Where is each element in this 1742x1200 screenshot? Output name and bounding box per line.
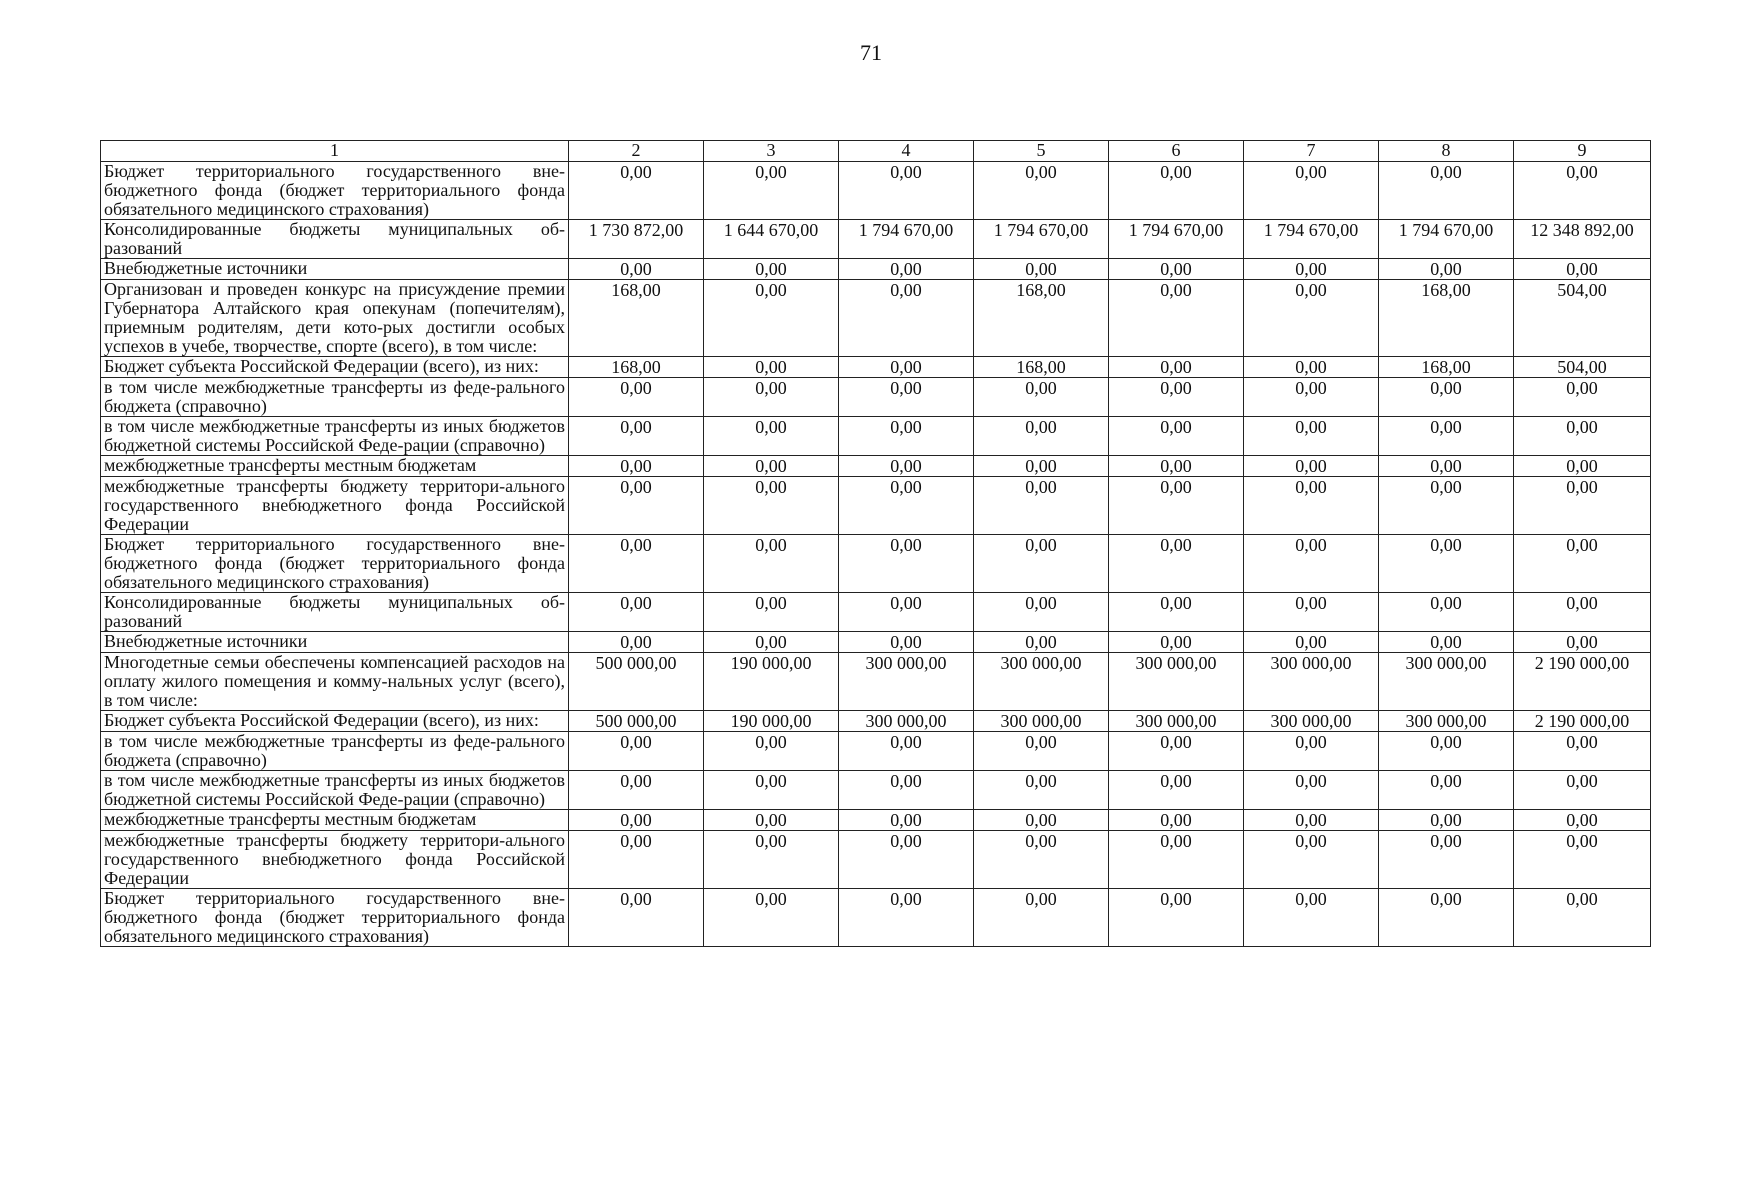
value-cell: 0,00 (1109, 259, 1244, 280)
value-cell: 0,00 (569, 810, 704, 831)
value-cell: 0,00 (1379, 535, 1514, 593)
column-header: 2 (569, 141, 704, 162)
value-cell: 1 644 670,00 (704, 220, 839, 259)
value-cell: 0,00 (704, 810, 839, 831)
value-cell: 0,00 (1514, 259, 1651, 280)
value-cell: 1 794 670,00 (839, 220, 974, 259)
column-header: 5 (974, 141, 1109, 162)
value-cell: 0,00 (704, 477, 839, 535)
table-row (101, 535, 1651, 593)
value-cell: 0,00 (974, 417, 1109, 456)
value-cell: 0,00 (1109, 632, 1244, 653)
value-cell: 300 000,00 (1109, 653, 1244, 711)
table-body (101, 162, 1651, 947)
value-cell: 168,00 (569, 280, 704, 357)
value-cell: 0,00 (839, 593, 974, 632)
value-cell: 504,00 (1514, 280, 1651, 357)
value-cell: 0,00 (974, 535, 1109, 593)
value-cell: 0,00 (839, 162, 974, 220)
value-cell: 0,00 (974, 162, 1109, 220)
value-cell: 0,00 (839, 771, 974, 810)
value-cell: 0,00 (1109, 456, 1244, 477)
value-cell: 0,00 (1514, 477, 1651, 535)
value-cell: 0,00 (839, 810, 974, 831)
value-cell: 0,00 (704, 357, 839, 378)
value-cell: 0,00 (1109, 280, 1244, 357)
value-cell: 0,00 (704, 280, 839, 357)
value-cell: 0,00 (839, 280, 974, 357)
value-cell: 0,00 (1514, 889, 1651, 947)
value-cell: 0,00 (1109, 889, 1244, 947)
value-cell: 0,00 (1379, 732, 1514, 771)
column-header: 7 (1244, 141, 1379, 162)
value-cell: 0,00 (1514, 632, 1651, 653)
value-cell: 300 000,00 (839, 653, 974, 711)
page-number: 71 (860, 40, 882, 65)
value-cell: 0,00 (1514, 162, 1651, 220)
value-cell: 0,00 (569, 456, 704, 477)
value-cell: 0,00 (569, 535, 704, 593)
value-cell: 0,00 (839, 378, 974, 417)
value-cell: 0,00 (1109, 477, 1244, 535)
value-cell: 0,00 (1379, 378, 1514, 417)
value-cell: 0,00 (1244, 889, 1379, 947)
value-cell: 0,00 (839, 259, 974, 280)
value-cell: 300 000,00 (974, 711, 1109, 732)
value-cell: 504,00 (1514, 357, 1651, 378)
value-cell: 0,00 (1109, 831, 1244, 889)
value-cell: 0,00 (1244, 378, 1379, 417)
value-cell: 0,00 (1244, 417, 1379, 456)
value-cell: 0,00 (704, 831, 839, 889)
value-cell: 0,00 (704, 535, 839, 593)
value-cell: 0,00 (569, 831, 704, 889)
row-label: Организован и проведен конкурс на присуждение премии Губернатора Алтайского края опекунам (попечителям), приемным родителям, дети кото-рых достигли особых успехов в учебе, творчестве, спорте (всего), в том числе: (101, 280, 569, 357)
value-cell: 0,00 (1379, 771, 1514, 810)
table-row (101, 653, 1651, 711)
value-cell: 0,00 (704, 593, 839, 632)
value-cell: 0,00 (704, 456, 839, 477)
row-label: Внебюджетные источники (101, 632, 569, 653)
value-cell: 300 000,00 (1379, 711, 1514, 732)
value-cell: 300 000,00 (839, 711, 974, 732)
table-row (101, 632, 1651, 653)
value-cell: 0,00 (569, 889, 704, 947)
value-cell: 0,00 (1109, 535, 1244, 593)
value-cell: 190 000,00 (704, 653, 839, 711)
value-cell: 0,00 (974, 593, 1109, 632)
budget-table (100, 140, 1651, 947)
value-cell: 0,00 (974, 771, 1109, 810)
value-cell: 0,00 (1244, 162, 1379, 220)
value-cell: 0,00 (1244, 280, 1379, 357)
row-label: Бюджет субъекта Российской Федерации (всего), из них: (101, 711, 569, 732)
value-cell: 0,00 (1379, 456, 1514, 477)
value-cell: 0,00 (1379, 259, 1514, 280)
value-cell: 168,00 (974, 357, 1109, 378)
table-row (101, 732, 1651, 771)
table-row (101, 456, 1651, 477)
row-label: в том числе межбюджетные трансферты из иных бюджетов бюджетной системы Российской Феде-рации (справочно) (101, 771, 569, 810)
value-cell: 0,00 (1109, 417, 1244, 456)
value-cell: 1 794 670,00 (1379, 220, 1514, 259)
table-row (101, 889, 1651, 947)
row-label: Консолидированные бюджеты муниципальных об-разований (101, 593, 569, 632)
row-label: межбюджетные трансферты местным бюджетам (101, 456, 569, 477)
column-header: 1 (101, 141, 569, 162)
table-row (101, 477, 1651, 535)
table-row (101, 280, 1651, 357)
value-cell: 0,00 (974, 831, 1109, 889)
value-cell: 0,00 (1514, 378, 1651, 417)
value-cell: 0,00 (839, 357, 974, 378)
value-cell: 0,00 (1244, 771, 1379, 810)
row-label: в том числе межбюджетные трансферты из феде-рального бюджета (справочно) (101, 378, 569, 417)
value-cell: 0,00 (839, 535, 974, 593)
value-cell: 0,00 (1514, 417, 1651, 456)
value-cell: 0,00 (1514, 831, 1651, 889)
value-cell: 0,00 (569, 417, 704, 456)
value-cell: 300 000,00 (1244, 653, 1379, 711)
value-cell: 0,00 (839, 632, 974, 653)
row-label: межбюджетные трансферты бюджету территори-ального государственного внебюджетного фонда Российской Федерации (101, 477, 569, 535)
value-cell: 0,00 (1379, 162, 1514, 220)
value-cell: 168,00 (1379, 357, 1514, 378)
value-cell: 0,00 (1514, 771, 1651, 810)
value-cell: 0,00 (704, 632, 839, 653)
value-cell: 0,00 (974, 889, 1109, 947)
value-cell: 1 730 872,00 (569, 220, 704, 259)
column-header: 6 (1109, 141, 1244, 162)
value-cell: 0,00 (1514, 593, 1651, 632)
value-cell: 0,00 (1244, 810, 1379, 831)
value-cell: 0,00 (974, 259, 1109, 280)
value-cell: 500 000,00 (569, 653, 704, 711)
value-cell: 2 190 000,00 (1514, 711, 1651, 732)
table-row (101, 831, 1651, 889)
value-cell: 0,00 (974, 477, 1109, 535)
value-cell: 0,00 (974, 810, 1109, 831)
value-cell: 1 794 670,00 (974, 220, 1109, 259)
value-cell: 168,00 (569, 357, 704, 378)
value-cell: 0,00 (974, 632, 1109, 653)
row-label: межбюджетные трансферты местным бюджетам (101, 810, 569, 831)
value-cell: 0,00 (1379, 831, 1514, 889)
table-header (101, 141, 1651, 162)
value-cell: 0,00 (1514, 732, 1651, 771)
value-cell: 300 000,00 (1109, 711, 1244, 732)
value-cell: 168,00 (974, 280, 1109, 357)
table-row (101, 259, 1651, 280)
value-cell: 0,00 (1109, 771, 1244, 810)
value-cell: 0,00 (974, 378, 1109, 417)
value-cell: 0,00 (569, 162, 704, 220)
value-cell: 0,00 (839, 732, 974, 771)
value-cell: 0,00 (974, 732, 1109, 771)
value-cell: 0,00 (569, 732, 704, 771)
value-cell: 0,00 (1514, 535, 1651, 593)
value-cell: 1 794 670,00 (1109, 220, 1244, 259)
row-label: Бюджет территориального государственного вне-бюджетного фонда (бюджет территориального фонда обязательного медицинского страхования) (101, 162, 569, 220)
header-row (101, 141, 1651, 162)
value-cell: 0,00 (1244, 456, 1379, 477)
table-row (101, 378, 1651, 417)
value-cell: 0,00 (1379, 810, 1514, 831)
value-cell: 0,00 (1109, 162, 1244, 220)
row-label: в том числе межбюджетные трансферты из феде-рального бюджета (справочно) (101, 732, 569, 771)
value-cell: 0,00 (1244, 477, 1379, 535)
value-cell: 168,00 (1379, 280, 1514, 357)
value-cell: 0,00 (569, 259, 704, 280)
value-cell: 190 000,00 (704, 711, 839, 732)
table-row (101, 417, 1651, 456)
column-header: 8 (1379, 141, 1514, 162)
value-cell: 0,00 (704, 771, 839, 810)
value-cell: 0,00 (974, 456, 1109, 477)
column-header: 3 (704, 141, 839, 162)
table-row (101, 593, 1651, 632)
value-cell: 0,00 (839, 456, 974, 477)
value-cell: 0,00 (1379, 889, 1514, 947)
value-cell: 0,00 (1109, 593, 1244, 632)
value-cell: 0,00 (569, 771, 704, 810)
table-row (101, 810, 1651, 831)
value-cell: 0,00 (1244, 831, 1379, 889)
value-cell: 1 794 670,00 (1244, 220, 1379, 259)
value-cell: 0,00 (1244, 732, 1379, 771)
value-cell: 0,00 (569, 593, 704, 632)
value-cell: 0,00 (1244, 593, 1379, 632)
value-cell: 0,00 (1514, 810, 1651, 831)
row-label: в том числе межбюджетные трансферты из иных бюджетов бюджетной системы Российской Феде-рации (справочно) (101, 417, 569, 456)
value-cell: 0,00 (1379, 417, 1514, 456)
row-label: межбюджетные трансферты бюджету территори-ального государственного внебюджетного фонда Российской Федерации (101, 831, 569, 889)
value-cell: 0,00 (1109, 732, 1244, 771)
value-cell: 0,00 (1109, 357, 1244, 378)
row-label: Многодетные семьи обеспечены компенсацией расходов на оплату жилого помещения и комму-нальных услуг (всего), в том числе: (101, 653, 569, 711)
value-cell: 12 348 892,00 (1514, 220, 1651, 259)
value-cell: 0,00 (839, 477, 974, 535)
value-cell: 0,00 (1244, 632, 1379, 653)
value-cell: 0,00 (839, 831, 974, 889)
value-cell: 2 190 000,00 (1514, 653, 1651, 711)
value-cell: 0,00 (1379, 477, 1514, 535)
value-cell: 0,00 (1244, 535, 1379, 593)
value-cell: 0,00 (569, 378, 704, 417)
value-cell: 0,00 (1244, 259, 1379, 280)
row-label: Внебюджетные источники (101, 259, 569, 280)
row-label: Бюджет субъекта Российской Федерации (всего), из них: (101, 357, 569, 378)
column-header: 4 (839, 141, 974, 162)
value-cell: 300 000,00 (974, 653, 1109, 711)
table-row (101, 771, 1651, 810)
value-cell: 0,00 (1379, 632, 1514, 653)
value-cell: 300 000,00 (1244, 711, 1379, 732)
value-cell: 0,00 (704, 417, 839, 456)
column-header: 9 (1514, 141, 1651, 162)
value-cell: 0,00 (704, 732, 839, 771)
value-cell: 0,00 (569, 477, 704, 535)
value-cell: 0,00 (704, 162, 839, 220)
value-cell: 0,00 (704, 259, 839, 280)
value-cell: 0,00 (1244, 357, 1379, 378)
table-row (101, 220, 1651, 259)
value-cell: 0,00 (1109, 810, 1244, 831)
row-label: Бюджет территориального государственного вне-бюджетного фонда (бюджет территориального фонда обязательного медицинского страхования) (101, 889, 569, 947)
value-cell: 0,00 (839, 889, 974, 947)
value-cell: 0,00 (569, 632, 704, 653)
value-cell: 0,00 (1514, 456, 1651, 477)
table-row (101, 357, 1651, 378)
value-cell: 0,00 (704, 889, 839, 947)
value-cell: 0,00 (839, 417, 974, 456)
row-label: Бюджет территориального государственного вне-бюджетного фонда (бюджет территориального фонда обязательного медицинского страхования) (101, 535, 569, 593)
table-row (101, 162, 1651, 220)
value-cell: 0,00 (704, 378, 839, 417)
value-cell: 0,00 (1109, 378, 1244, 417)
value-cell: 0,00 (1379, 593, 1514, 632)
value-cell: 500 000,00 (569, 711, 704, 732)
value-cell: 300 000,00 (1379, 653, 1514, 711)
row-label: Консолидированные бюджеты муниципальных об-разований (101, 220, 569, 259)
table-row (101, 711, 1651, 732)
